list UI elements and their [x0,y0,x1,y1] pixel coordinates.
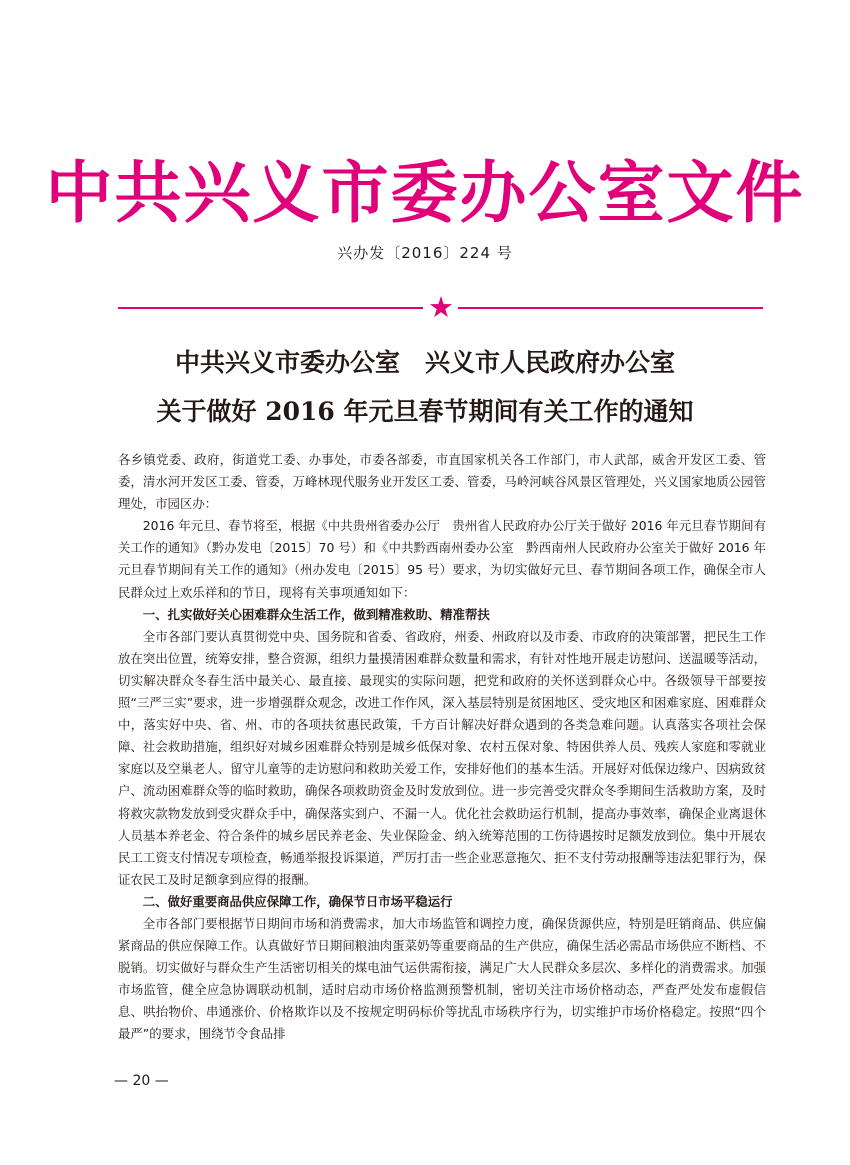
red-divider [118,290,763,324]
document-body [118,449,766,1046]
section-1-paragraph: 全市各部门要认真贯彻党中央、国务院和省委、省政府，州委、州政府以及市委、市政府的决策部署，把民生工作放在突出位置，统筹安排，整合资源，组织力量摸清困难群众数量和需求，有针对性地开展走访慰问、送温暖等活动，切实解决群众冬春生活中最关心、最直接、最现实的实际问题，把党和政府的关怀送到群众心中。各级领导干部要按照“三严三实”要求，进一步增强群众观念，改进工作作风，深入基层特别是贫困地区、受灾地区和困难家庭、困难群众中，落实好中央、省、州、市的各项扶贫惠民政策，千方百计解决好群众遇到的各类急难问题。认真落实各项社会保障、社会救助措施，组织好对城乡困难群众特别是城乡低保对象、农村五保对象、特困供养人员、残疾人家庭和零就业家庭以及空巢老人、留守儿童等的走访慰问和救助关爱工作，安排好他们的基本生活。开展好对低保边缘户、因病致贫户、流动困难群众等的临时救助，确保各项救助资金及时发放到位。进一步完善受灾群众冬季期间生活救助方案，及时将救灾款物发放到受灾群众手中，确保落实到户、不漏一人。优化社会救助运行机制，提高办事效率，确保企业离退休人员基本养老金、符合条件的城乡居民养老金、失业保险金、纳入统筹范围的工伤待遇按时足额发放到位。集中开展农民工工资支付情况专项检查，畅通举报投诉渠道，严厉打击一些企业恶意拖欠、拒不支付劳动报酬等违法犯罪行为，保证农民工及时足额拿到应得的报酬。 [118,628,766,887]
divider-line-right [458,307,763,309]
section-2-heading: 二、做好重要商品供应保障工作，确保节日市场平稳运行 [142,893,453,909]
recipients-paragraph: 各乡镇党委、政府，街道党工委、办事处，市委各部委，市直国家机关各工作部门，市人武部，威舍开发区工委、管委，清水河开发区工委、管委，万峰林现代服务业开发区工委、管委，马岭河峡谷风景区管理处，兴义国家地质公园管理处，市园区办： [118,452,766,512]
intro-paragraph: 2016 年元旦、春节将至，根据《中共贵州省委办公厅 贵州省人民政府办公厅关于做好 2016 年元旦春节期间有关工作的通知》（黔办发电〔2015〕70 号）和《中共黔西南州委办公室 黔西南州人民政府办公室关于做好 2016 年元旦春节期间有关工作的通知》（州办发电〔2015〕95 号）要求，为切实做好元旦、春节期间各项工作，确保全市人民群众过上欢乐祥和的节日，现将有关事项通知如下： [118,518,766,600]
page-number: — 20 — [114,1073,169,1089]
masthead-title: 中共兴义市委办公室文件 [45,153,805,232]
star-icon: ★ [428,290,454,324]
notice-title-line-2: 关于做好 2016 年元旦春节期间有关工作的通知 [156,397,694,426]
notice-title-line-1: 中共兴义市委办公室 兴义市人民政府办公室 [174,348,675,377]
section-2-paragraph: 全市各部门要根据节日期间市场和消费需求，加大市场监管和调控力度，确保货源供应，特别是旺销商品、供应偏紧商品的供应保障工作。认真做好节日期间粮油肉蛋菜奶等重要商品的生产供应，确保生活必需品市场供应不断档、不脱销。切实做好与群众生产生活密切相关的煤电油气运供需衔接，满足广大人民群众多层次、多样化的消费需求。加强市场监管，健全应急协调联动机制，适时启动市场价格监测预警机制，密切关注市场价格动态，严查严处发布虚假信息、哄抬物价、串通涨价、价格欺诈以及不按规定明码标价等扰乱市场秩序行为，切实维护市场价格稳定。按照“四个最严”的要求，围绕节令食品排 [118,915,766,1042]
section-1-heading: 一、扎实做好关心困难群众生活工作，做到精准救助、精准帮扶 [142,606,490,622]
document-number: 兴办发〔2016〕224 号 [337,244,513,262]
divider-line-left [118,307,423,309]
